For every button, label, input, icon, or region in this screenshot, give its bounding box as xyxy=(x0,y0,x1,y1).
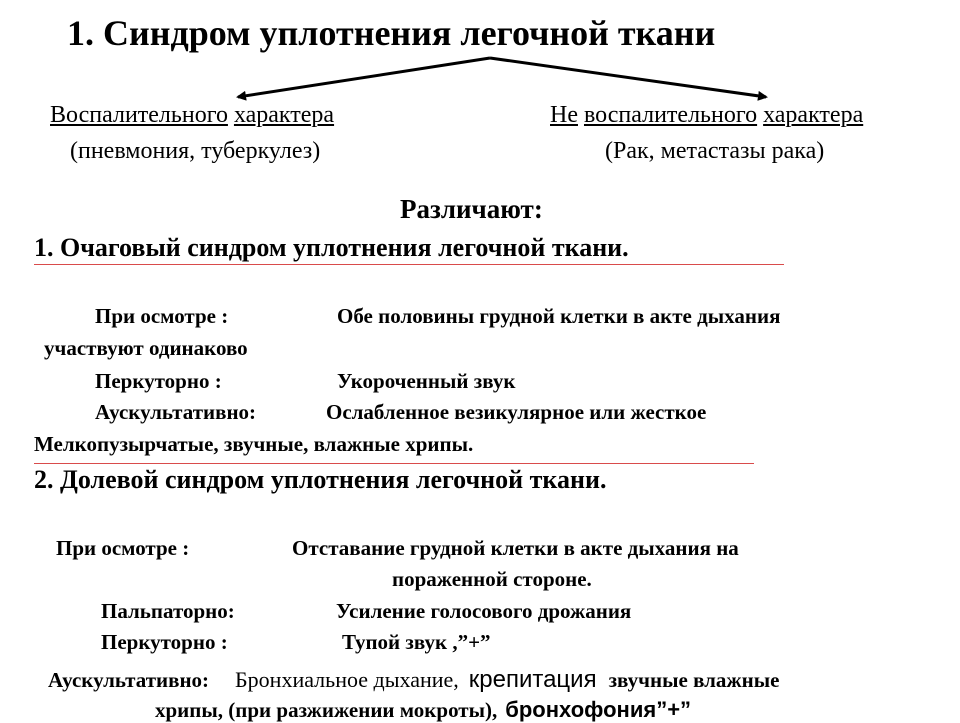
branch-left-word1: Воспалительного xyxy=(50,102,228,128)
branch-arrows xyxy=(0,0,960,110)
section1-heading: 1. Очаговый синдром уплотнения легочной ткани. xyxy=(34,233,629,262)
section2-auscultation-line2b: бронхофония”+” xyxy=(505,697,692,722)
branch-right-examples: (Рак, метастазы рака) xyxy=(605,138,825,164)
section2-auscultation-line2a: хрипы, (при разжижении мокроты), xyxy=(155,698,498,722)
section2-inspection-cont: пораженной стороне. xyxy=(392,567,592,591)
branch-left-title xyxy=(50,102,334,129)
section1-inspection-cont: участвуют одинаково xyxy=(44,336,248,360)
section2-auscultation-part2: крепитация xyxy=(468,666,597,693)
section2-palpation-label: Пальпаторно: xyxy=(101,599,235,623)
page-title: 1. Синдром уплотнения легочной ткани xyxy=(67,13,716,53)
branch-left-examples: (пневмония, туберкулез) xyxy=(70,138,321,164)
branch-right-word1: Не xyxy=(550,102,578,128)
branch-right-title xyxy=(550,102,863,129)
section2-auscultation-line xyxy=(48,666,779,694)
section2-percussion-label: Перкуторно : xyxy=(101,630,228,654)
section2-auscultation-part1: Бронхиальное дыхание, xyxy=(235,667,459,692)
section2-auscultation-part3: звучные влажные xyxy=(608,668,780,692)
branch-right-word3: характера xyxy=(763,102,864,128)
section2-auscultation-line2 xyxy=(155,697,691,723)
section2-heading: 2. Долевой синдром уплотнения легочной ткани. xyxy=(34,465,607,494)
distinguish-heading: Различают: xyxy=(400,194,543,224)
section2-palpation-value: Усиление голосового дрожания xyxy=(336,599,632,623)
section1-percussion-value: Укороченный звук xyxy=(337,369,516,393)
section1-inspection-label: При осмотре : xyxy=(95,304,229,328)
section1-inspection-value: Обе половины грудной клетки в акте дыхания xyxy=(337,304,781,328)
section1-auscultation-label: Аускультативно: xyxy=(95,400,257,424)
section2-auscultation-label: Аускультативно: xyxy=(48,668,210,692)
section1-bottom-line xyxy=(34,463,754,464)
section1-auscultation-value: Ослабленное везикулярное или жесткое xyxy=(326,400,707,424)
section2-inspection-label: При осмотре : xyxy=(56,536,190,560)
branch-left-word2: характера xyxy=(233,102,335,128)
arrow-left xyxy=(238,58,490,97)
section2-percussion-value: Тупой звук ,”+” xyxy=(342,630,491,654)
section1-underline xyxy=(34,264,784,265)
arrow-right xyxy=(490,58,766,97)
branch-right-word2: воспалительного xyxy=(583,102,758,128)
section1-percussion-label: Перкуторно : xyxy=(95,369,222,393)
section1-auscultation-cont: Мелкопузырчатые, звучные, влажные хрипы. xyxy=(34,432,474,456)
section2-inspection-value: Отставание грудной клетки в акте дыхания на xyxy=(292,536,739,560)
